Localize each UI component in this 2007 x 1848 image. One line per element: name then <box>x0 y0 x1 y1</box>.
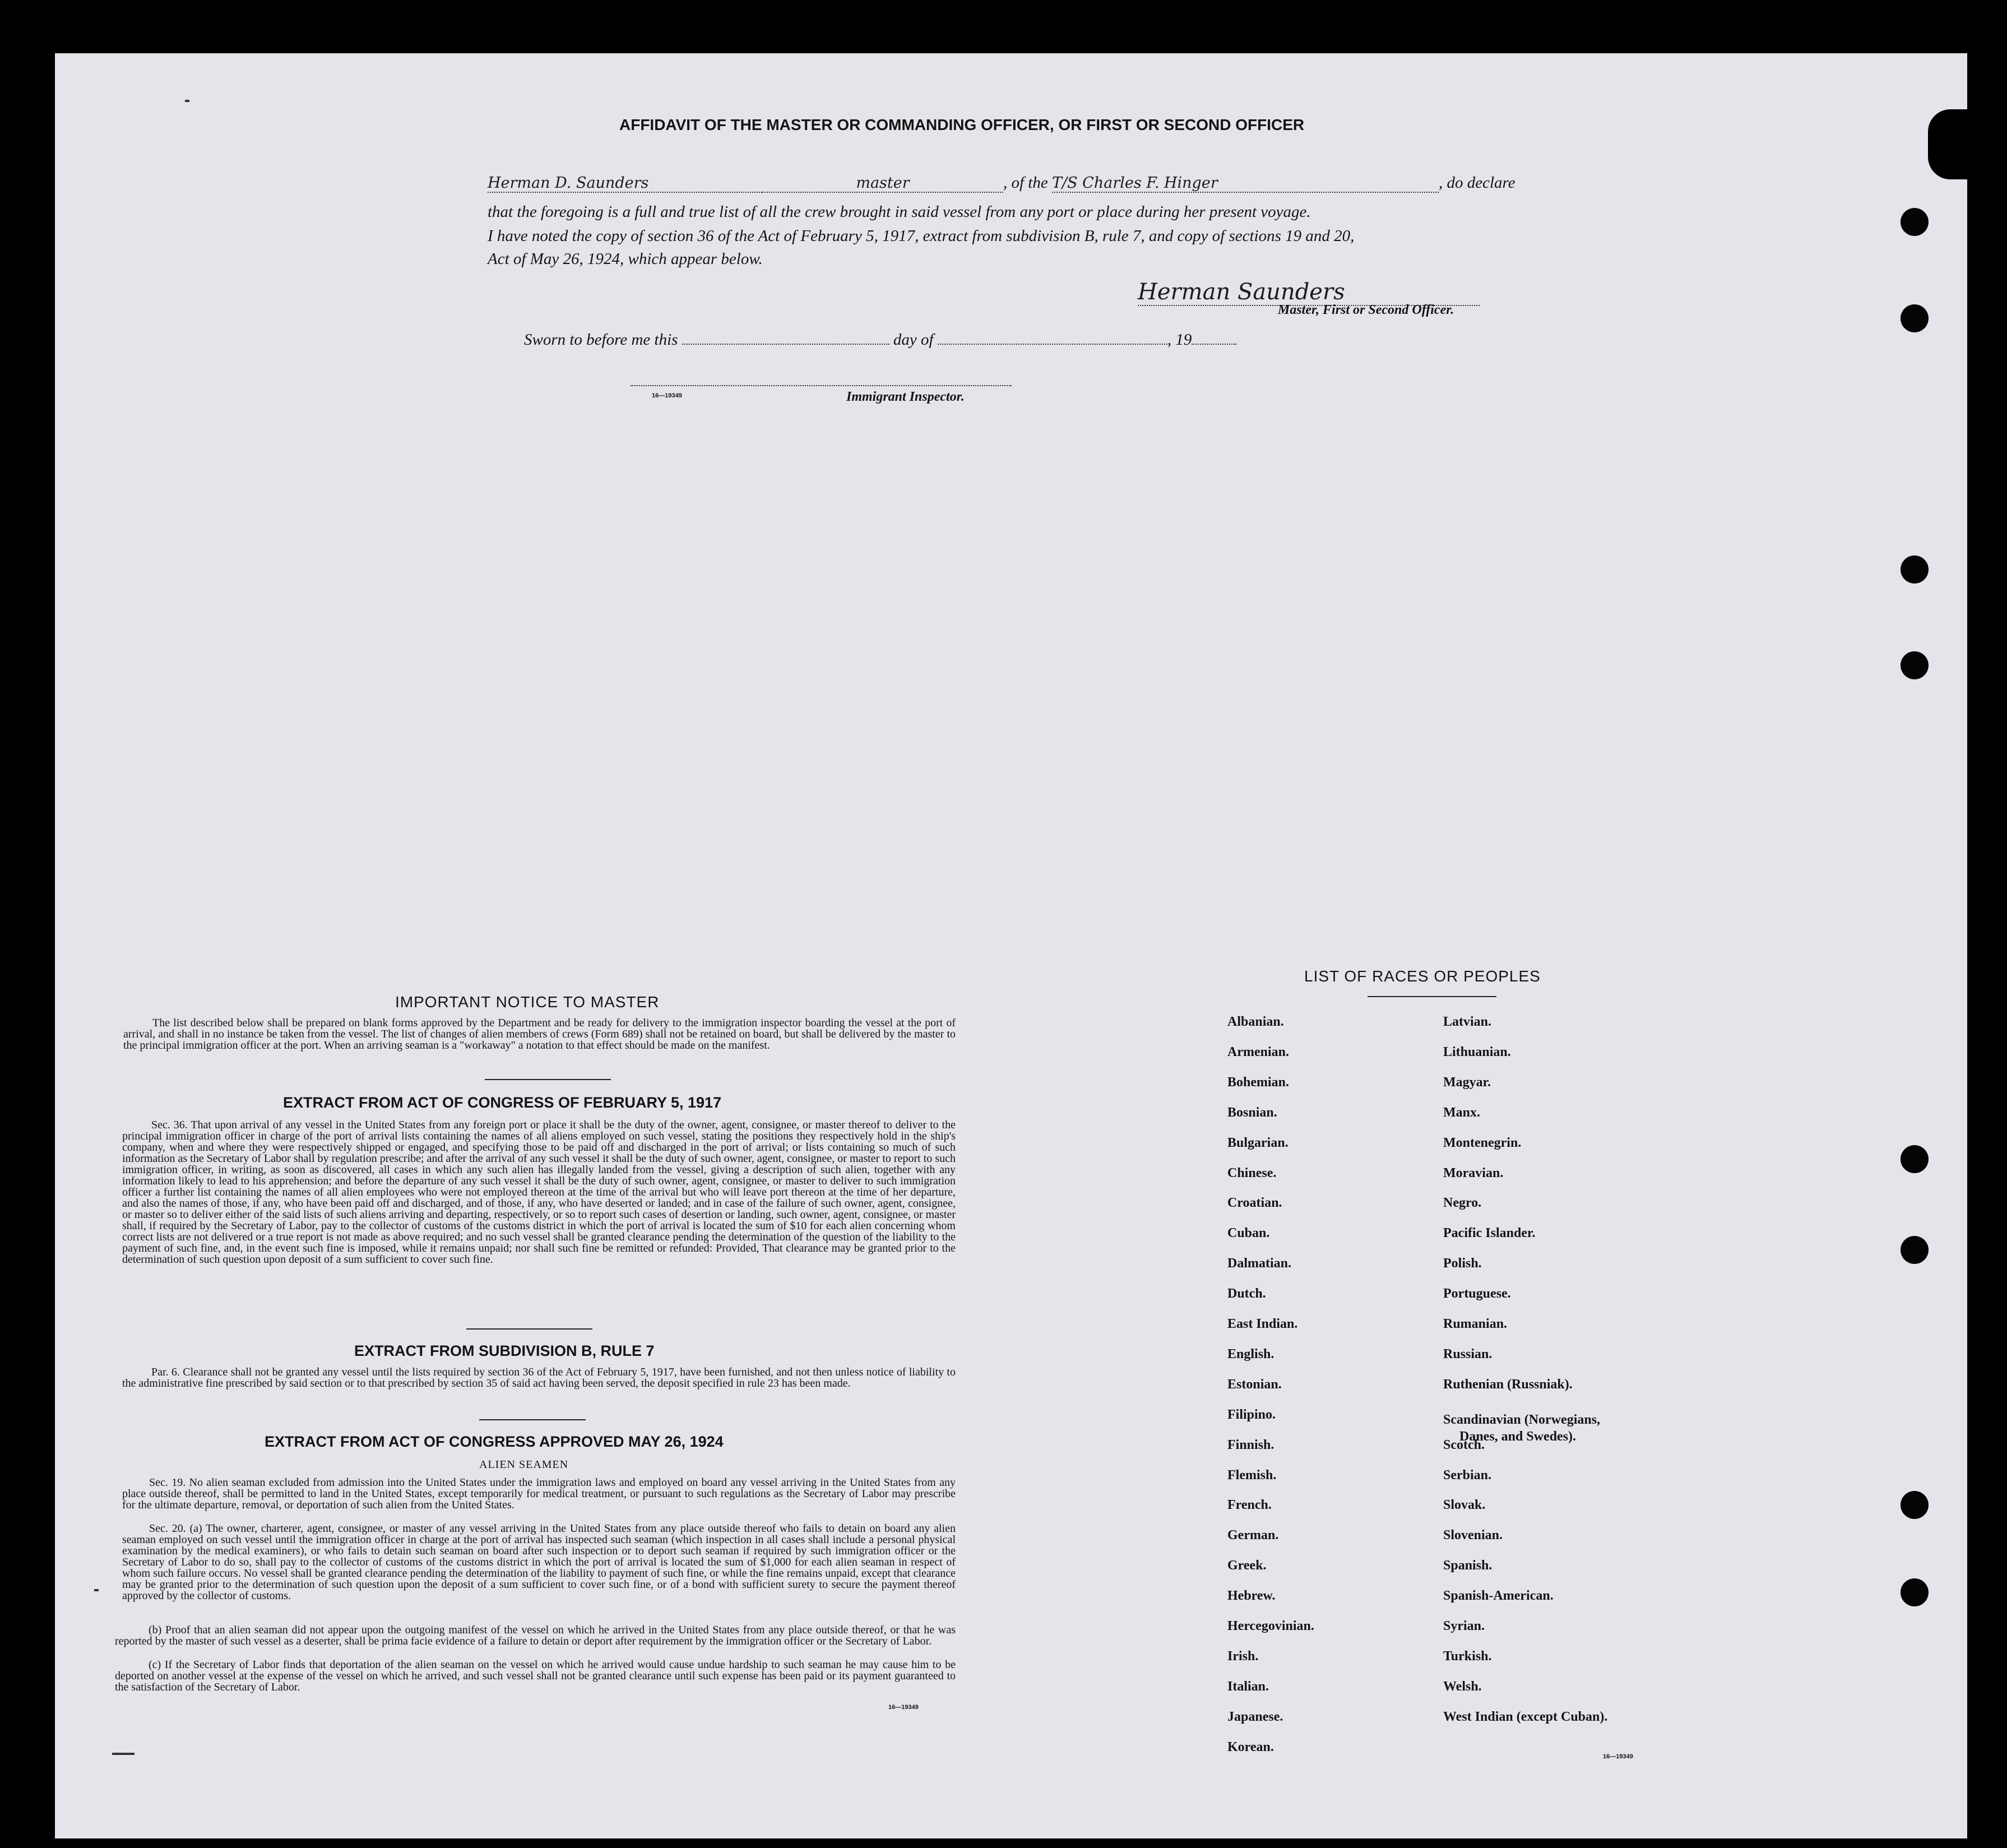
race-item: West Indian (except Cuban). <box>1443 1710 1608 1724</box>
do-declare-text: , do declare <box>1439 174 1515 192</box>
form-number: 16—19349 <box>652 392 682 399</box>
race-item: Serbian. <box>1443 1468 1492 1483</box>
race-item: Japanese. <box>1227 1710 1283 1724</box>
paper-speck <box>112 1753 135 1755</box>
punch-hole <box>1901 1236 1929 1264</box>
race-item: Albanian. <box>1227 1015 1284 1029</box>
race-item: Welsh. <box>1443 1679 1482 1694</box>
race-item: Magyar. <box>1443 1075 1491 1090</box>
sworn-month-field <box>938 344 1167 345</box>
race-item: Manx. <box>1443 1105 1480 1120</box>
race-item: Flemish. <box>1227 1468 1277 1483</box>
inspector-caption: Immigrant Inspector. <box>846 390 965 404</box>
binder-clip <box>1928 109 1995 179</box>
subdivision-b-text: Par. 6. Clearance shall not be granted any vessel until the lists required by section 36 of the Act of February 5, 1917, have been furnished, and not then unless notice of liability to the administrative fine prescribed by said section or to that prescribed by section 35 of said act having been served, the deposit specified in rule 23 has been made. <box>122 1366 956 1390</box>
race-item: French. <box>1227 1498 1272 1512</box>
punch-hole <box>1901 208 1929 236</box>
race-item: East Indian. <box>1227 1317 1298 1331</box>
race-item: Italian. <box>1227 1679 1269 1694</box>
year-prefix: , 19 <box>1167 331 1192 349</box>
race-item: Negro. <box>1443 1196 1482 1210</box>
day-of-label: day of <box>893 331 934 349</box>
race-item: Bosnian. <box>1227 1105 1277 1120</box>
race-item: Portuguese. <box>1443 1286 1511 1301</box>
master-signature: Herman Saunders <box>1138 279 1480 306</box>
declaration-line-1 <box>488 174 1515 193</box>
sec19-text: Sec. 19. No alien seaman excluded from admission into the United States under the immigration laws and employed on board any vessel arriving in the United States from any place outside thereof, shall be permitted to land in the United States, except temporarily for medical treatment, or pursuant to such regulations as the Secretary of Labor may prescribe for the ultimate departure, removal, or deportation of such alien from the United States. <box>122 1476 956 1511</box>
extract-1924-title: EXTRACT FROM ACT OF CONGRESS APPROVED MAY 26, 1924 <box>265 1433 724 1450</box>
race-item: Slovak. <box>1443 1498 1486 1512</box>
sworn-line <box>524 331 1236 349</box>
race-item: Hebrew. <box>1227 1588 1276 1603</box>
race-item: Dalmatian. <box>1227 1256 1291 1271</box>
extract-1917-title: EXTRACT FROM ACT OF CONGRESS OF FEBRUARY 5, 1917 <box>283 1094 722 1111</box>
race-item: Irish. <box>1227 1649 1259 1664</box>
races-title: LIST OF RACES OR PEOPLES <box>1304 967 1541 985</box>
divider <box>479 1419 586 1420</box>
race-item: Latvian. <box>1443 1015 1492 1029</box>
affidavit-title: AFFIDAVIT OF THE MASTER OR COMMANDING OFFICER, OR FIRST OR SECOND OFFICER <box>619 116 1305 133</box>
race-item: Scotch. <box>1443 1438 1485 1452</box>
declaration-line-2: that the foregoing is a full and true list of all the crew brought in said vessel from any port or place during her present voyage. <box>488 203 1311 221</box>
sec20a-text: Sec. 20. (a) The owner, charterer, agent, consignee, or master of any vessel arriving in the United States from any place outside thereof who fails to detain on board any alien seaman employed on such vessel until the immigration officer in charge at the port of arrival has inspected such seaman (which inspection in all cases shall include a personal physical examination by the medical examiners), or who fails to detain such seaman on board after such inspection or to deport such seaman if required by such immigration officer or the Secretary of Labor to do so, shall pay to the collector of customs of the customs district in which the port of arrival is located the sum of $1,000 for each alien seaman in respect of whom such failure occurs. No vessel shall be granted clearance pending the determination of the liability to payment of such fine, or while the fine remains unpaid, except that clearance may be granted prior to the determination of such question upon the deposit of a sum sufficient to cover such fine, or of a bond with sufficient surety to secure the payment thereof approved by the collector of customs. <box>122 1522 956 1602</box>
sec20b-text: (b) Proof that an alien seaman did not appear upon the outgoing manifest of the vessel on which he arrived in the United States from any place outside thereof, or that he was reported by the master of such vessel as a deserter, shall be prima facie evidence of a failure to detain or deport after requirement by the immigration officer or the Secretary of Labor. <box>115 1624 956 1647</box>
divider <box>1368 996 1496 997</box>
paper-speck <box>94 1589 99 1591</box>
vessel-name-handwritten: T/S Charles F. Hinger <box>1052 174 1439 193</box>
declaration-line-3: I have noted the copy of section 36 of the Act of February 5, 1917, extract from subdivision B, rule 7, and copy of sections 19 and 20, <box>488 227 1355 245</box>
punch-hole <box>1901 555 1929 583</box>
race-item: Montenegrin. <box>1443 1136 1522 1150</box>
race-item: Chinese. <box>1227 1166 1277 1180</box>
race-item: Russian. <box>1443 1347 1492 1361</box>
form-number-1924: 16—19349 <box>888 1704 919 1711</box>
punch-hole <box>1901 1145 1929 1173</box>
signature-caption: Master, First or Second Officer. <box>1278 303 1454 317</box>
race-item: Moravian. <box>1443 1166 1504 1180</box>
notice-title: IMPORTANT NOTICE TO MASTER <box>395 993 660 1011</box>
sworn-label: Sworn to before me this <box>524 331 678 349</box>
race-item: Armenian. <box>1227 1045 1289 1059</box>
race-item: English. <box>1227 1347 1274 1361</box>
race-item: Estonian. <box>1227 1377 1282 1392</box>
sec20c-text: (c) If the Secretary of Labor finds that deportation of the alien seaman on the vessel on which he arrived would cause undue hardship to such seaman he may cause him to be deported on another vessel at the expense of the vessel on which he arrived, and such vessel shall not be granted clearance until such expense has been paid or its payment guaranteed to the satisfaction of the Secretary of Labor. <box>115 1659 956 1693</box>
race-item: Polish. <box>1443 1256 1482 1271</box>
race-item: Turkish. <box>1443 1649 1492 1664</box>
punch-hole <box>1901 651 1929 679</box>
race-item: Filipino. <box>1227 1407 1276 1422</box>
race-item: Lithuanian. <box>1443 1045 1511 1059</box>
divider <box>485 1079 611 1080</box>
race-item: Bulgarian. <box>1227 1136 1288 1150</box>
race-item: Croatian. <box>1227 1196 1282 1210</box>
race-item: Finnish. <box>1227 1438 1274 1452</box>
race-item: Hercegovinian. <box>1227 1619 1314 1633</box>
divider <box>466 1328 592 1330</box>
punch-hole <box>1901 1491 1929 1519</box>
race-item: Spanish. <box>1443 1558 1492 1573</box>
sworn-year-field <box>1192 344 1236 345</box>
of-the-text: , of the <box>1003 174 1048 192</box>
sworn-day-field <box>682 344 889 345</box>
race-item: German. <box>1227 1528 1279 1543</box>
punch-hole <box>1901 1578 1929 1606</box>
race-item: Spanish-American. <box>1443 1588 1554 1603</box>
form-number-races: 16—19349 <box>1603 1753 1633 1760</box>
inspector-signature-line <box>631 385 1012 386</box>
race-item: Greek. <box>1227 1558 1267 1573</box>
race-item: Scandinavian (Norwegians, <box>1443 1412 1601 1427</box>
extract-1917-text: Sec. 36. That upon arrival of any vessel in the United States from any foreign port or place it shall be the duty of the owner, agent, consignee, or master thereof to deliver to the principal immigration officer in charge of the port of arrival lists containing the names of all aliens employed on such vessel, stating the positions they respectively hold in the ship's company, when and where they were respectively shipped or engaged, and specifying those to be paid off and discharged in the port of arrival; or lists containing so much of such information as the Secretary of Labor shall by regulation prescribe; and after the arrival of any such vessel it shall be the duty of such owner, agent, consignee, or master to report to such immigration officer, in writing, as soon as discovered, all cases in which any such alien has illegally landed from the vessel, giving a description of such alien, together with any information likely to lead to his apprehension; and before the departure of any such vessel it shall be the duty of such owner, agent, consignee, or master to deliver to such immigration officer a further list containing the names of all alien employees who were not employed thereon at the time of the arrival but who will leave port thereon at the time of her departure, and also the names of those, if any, who have been paid off and discharged, and of those, if any, who have deserted or landed; and in case of the failure of such owner, agent, consignee, or master so to deliver either of the said lists of such aliens arriving and departing, respectively, or so to report such cases of desertion or landing, such owner, agent, consignee, or master shall, if required by the Secretary of Labor, pay to the collector of customs of the customs district in which the port of arrival is located the sum of $10 for each alien concerning whom correct lists are not delivered or a true report is not made as above required; and no such vessel shall be granted clearance pending the determination of the question of the liability to the payment of such fine, and, in the event such fine is imposed, while it remains unpaid; nor shall such fine be remitted or refunded: Provided, That clearance may be granted prior to the determination of such question upon deposit of a sum sufficient to cover such fine. <box>122 1119 956 1266</box>
subdivision-b-title: EXTRACT FROM SUBDIVISION B, RULE 7 <box>354 1342 655 1359</box>
race-item: Dutch. <box>1227 1286 1266 1301</box>
race-item: Danes, and Swedes). <box>1459 1429 1577 1444</box>
race-item: Korean. <box>1227 1740 1274 1754</box>
alien-seamen-subtitle: ALIEN SEAMEN <box>479 1458 569 1471</box>
race-item: Syrian. <box>1443 1619 1485 1633</box>
role-handwritten: master <box>762 174 1003 193</box>
notice-text: The list described below shall be prepared on blank forms approved by the Department and be ready for delivery to the immigration inspector boarding the vessel at the port of arrival, and shall in no instance be taken from the vessel. The list of changes of alien members of crews (Form 689) shall not be retained on board, but shall be delivered by the master to the principal immigration officer at the port. When an arriving seaman is a "workaway" a notation to that effect should be made on the manifest. <box>123 1017 956 1052</box>
master-name-handwritten: Herman D. Saunders <box>488 174 762 193</box>
race-item: Slovenian. <box>1443 1528 1503 1543</box>
race-item: Pacific Islander. <box>1443 1226 1536 1240</box>
declaration-line-4: Act of May 26, 1924, which appear below. <box>488 250 763 268</box>
race-item: Cuban. <box>1227 1226 1270 1240</box>
race-item: Ruthenian (Russniak). <box>1443 1377 1573 1392</box>
race-item: Rumanian. <box>1443 1317 1508 1331</box>
race-item: Bohemian. <box>1227 1075 1290 1090</box>
punch-hole <box>1901 304 1929 332</box>
paper-speck <box>185 100 189 102</box>
